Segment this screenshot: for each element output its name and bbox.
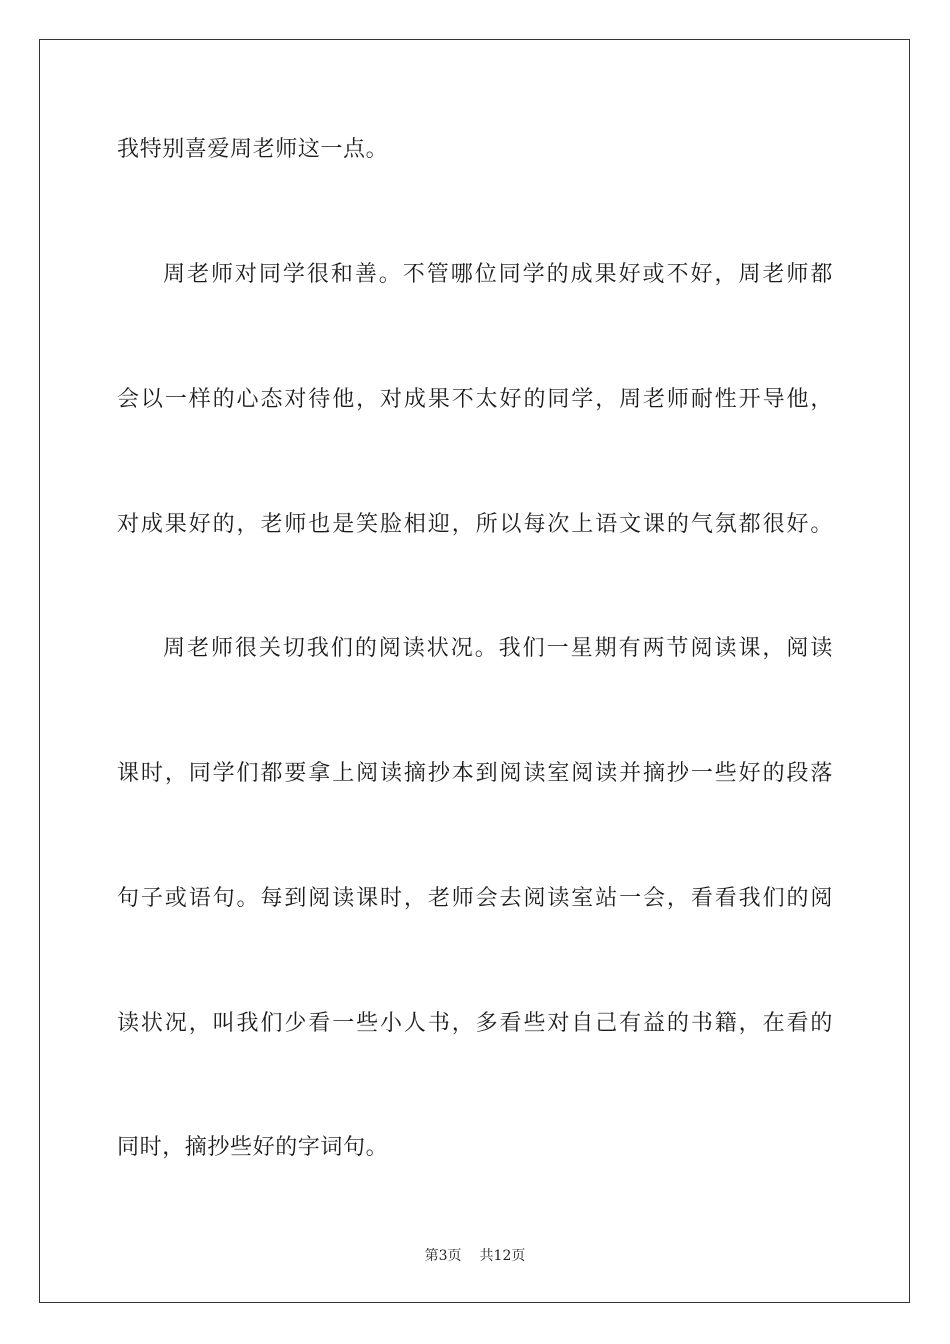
text-line-1: 我特别喜爱周老师这一点。 bbox=[117, 137, 389, 162]
text-line-5: 周老师很关切我们的阅读状况。我们一星期有两节阅读课，阅读 bbox=[163, 636, 833, 661]
page-footer bbox=[0, 1247, 950, 1265]
text-line-2: 周老师对同学很和善。不管哪位同学的成果好或不好，周老师都 bbox=[163, 262, 833, 287]
page-number-current: 第3页 bbox=[424, 1248, 462, 1264]
text-line-9: 同时，摘抄些好的字词句。 bbox=[117, 1135, 389, 1160]
page-border bbox=[39, 39, 910, 1303]
text-line-8: 读状况，叫我们少看一些小人书，多看些对自己有益的书籍，在看的 bbox=[117, 1011, 833, 1036]
text-line-3: 会以一样的心态对待他，对成果不太好的同学，周老师耐性开导他， bbox=[117, 387, 833, 412]
page-number-total: 共12页 bbox=[479, 1248, 526, 1264]
text-line-7: 句子或语句。每到阅读课时，老师会去阅读室站一会，看看我们的阅 bbox=[117, 886, 833, 911]
text-line-4: 对成果好的，老师也是笑脸相迎，所以每次上语文课的气氛都很好。 bbox=[117, 512, 833, 537]
text-line-6: 课时，同学们都要拿上阅读摘抄本到阅读室阅读并摘抄一些好的段落 bbox=[117, 761, 833, 786]
